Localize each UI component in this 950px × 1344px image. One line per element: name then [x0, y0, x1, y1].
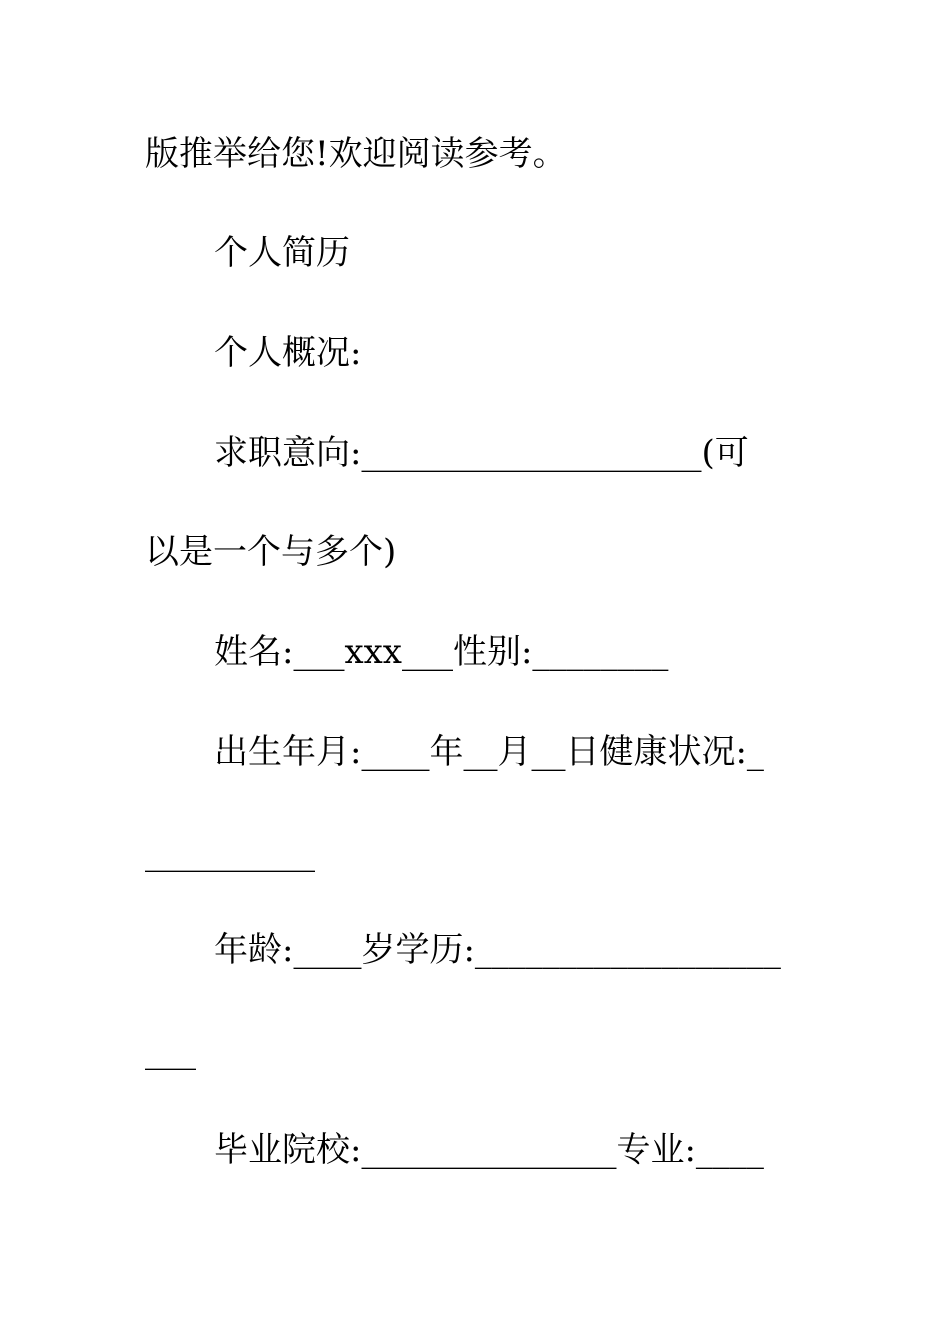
age-education-line: 年龄:____岁学历:__________________: [214, 930, 781, 970]
health-blank-continued: __________: [145, 833, 315, 873]
resume-title: 个人简历: [214, 233, 350, 273]
birthdate-health-line: 出生年月:____年__月__日健康状况:_: [214, 732, 764, 772]
personal-overview-heading: 个人概况:: [214, 333, 362, 373]
job-intention-line: 求职意向:____________________(可: [214, 433, 749, 473]
intro-text-line: 版推举给您!欢迎阅读参考。: [145, 134, 567, 174]
education-blank-continued: ___: [145, 1031, 196, 1071]
name-gender-line: 姓名:___xxx___性别:________: [214, 632, 669, 672]
job-intention-continued: 以是一个与多个): [145, 532, 397, 572]
school-major-line: 毕业院校:_______________专业:____: [214, 1130, 764, 1170]
